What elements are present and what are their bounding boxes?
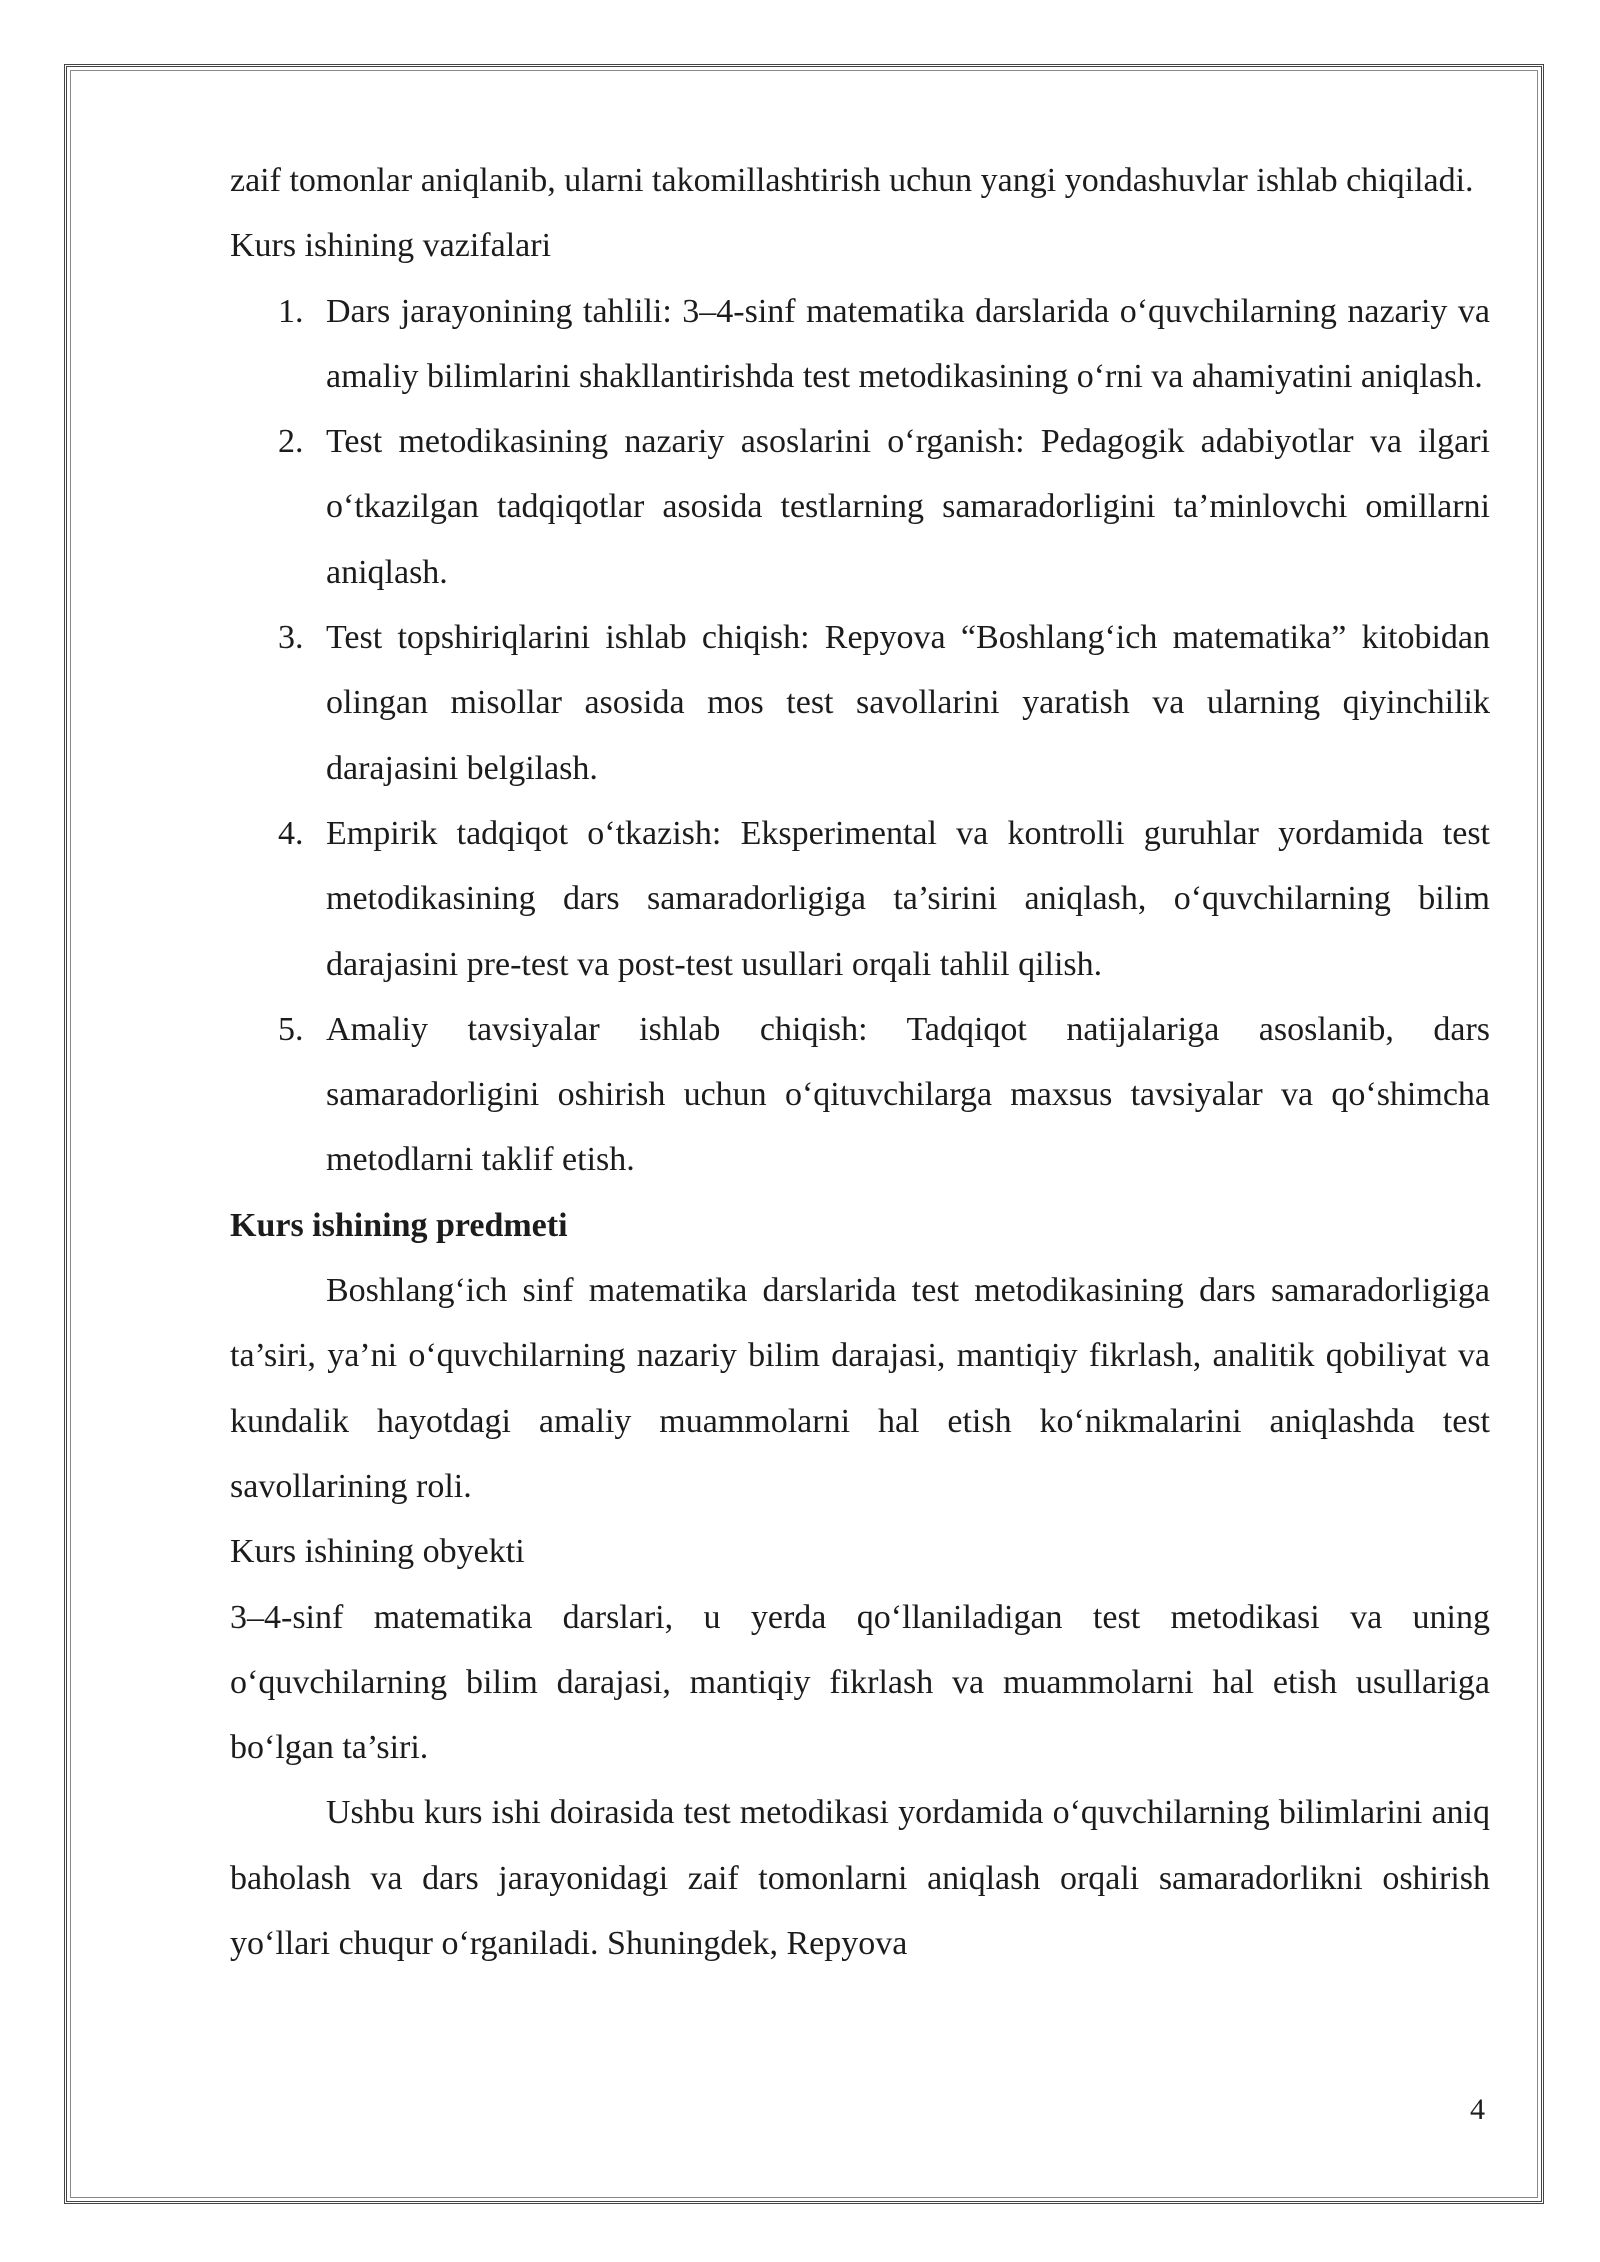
list-item-number: 5. [278, 1010, 304, 1048]
closing-paragraph: Ushbu kurs ishi doirasida test metodikasi yordamida o‘quvchilarning bilimlarini aniq baholash va dars jarayonidagi zaif tomonlarni aniqlash orqali samaradorlikni oshirish yo‘llari chuqur o‘rganiladi. Shuningdek, Repyova [230, 1794, 1490, 1963]
list-item-number: 4. [278, 814, 304, 852]
list-item-number: 1. [278, 292, 304, 330]
subject-paragraph: Boshlang‘ich sinf matematika darslarida test metodikasining dars samaradorligiga ta’siri, ya’ni o‘quvchilarning nazariy bilim darajasi, mantiqiy fikrlash, analitik qobiliyat va kundalik hayotdagi amaliy muammolarni hal etish ko‘nikmalarini aniqlashda test savollarining roli. [230, 1272, 1490, 1505]
object-paragraph: 3–4-sinf matematika darslari, u yerda qo‘llaniladigan test metodikasi va uning o‘quvchilarning bilim darajasi, mantiqiy fikrlash va muammolarni hal etish usullariga bo‘lgan ta’siri. [230, 1598, 1490, 1767]
list-item [230, 409, 1490, 605]
list-item [230, 997, 1490, 1193]
subject-heading: Kurs ishining predmeti [230, 1206, 568, 1244]
list-item-text: Test metodikasining nazariy asoslarini o‘rganish: Pedagogik adabiyotlar va ilgari o‘tkazilgan tadqiqotlar asosida testlarning samaradorligini ta’minlovchi omillarni aniqlash. [326, 423, 1490, 591]
list-item-text: Amaliy tavsiyalar ishlab chiqish: Tadqiqot natijalariga asoslanib, dars samaradorligini oshirish uchun o‘qituvchilarga maxsus tavsiyalar va qo‘shimcha metodlarni taklif etish. [326, 1010, 1490, 1179]
intro-continuation-paragraph: zaif tomonlar aniqlanib, ularni takomillashtirish uchun yangi yondashuvlar ishlab chiqiladi. [230, 162, 1474, 199]
list-item-number: 3. [278, 619, 304, 657]
list-item [230, 605, 1490, 801]
list-item [230, 801, 1490, 997]
page-number: 4 [1470, 2093, 1485, 2126]
list-item-text: Test topshiriqlarini ishlab chiqish: Repyova “Boshlang‘ich matematika” kitobidan olingan misollar asosida mos test savollarini yaratish va ularning qiyinchilik darajasini belgilash. [326, 619, 1490, 787]
object-heading: Kurs ishining obyekti [230, 1533, 525, 1571]
list-item-text: Empirik tadqiqot o‘tkazish: Eksperimental va kontrolli guruhlar yordamida test metodikasining dars samaradorligiga ta’sirini aniqlash, o‘quvchilarning bilim darajasini pre-test va post-test usullari orqali tahlil qilish. [326, 814, 1490, 983]
page-content [230, 148, 1490, 1976]
list-item-text: Dars jarayonining tahlili: 3–4-sinf matematika darslarida o‘quvchilarning nazariy va amaliy bilimlarini shakllantirishda test metodikasining o‘rni va ahamiyatini aniqlash. [326, 292, 1490, 395]
tasks-list [230, 279, 1490, 1193]
list-item-number: 2. [278, 423, 304, 461]
tasks-heading: Kurs ishining vazifalari [230, 227, 552, 265]
list-item [230, 279, 1490, 410]
